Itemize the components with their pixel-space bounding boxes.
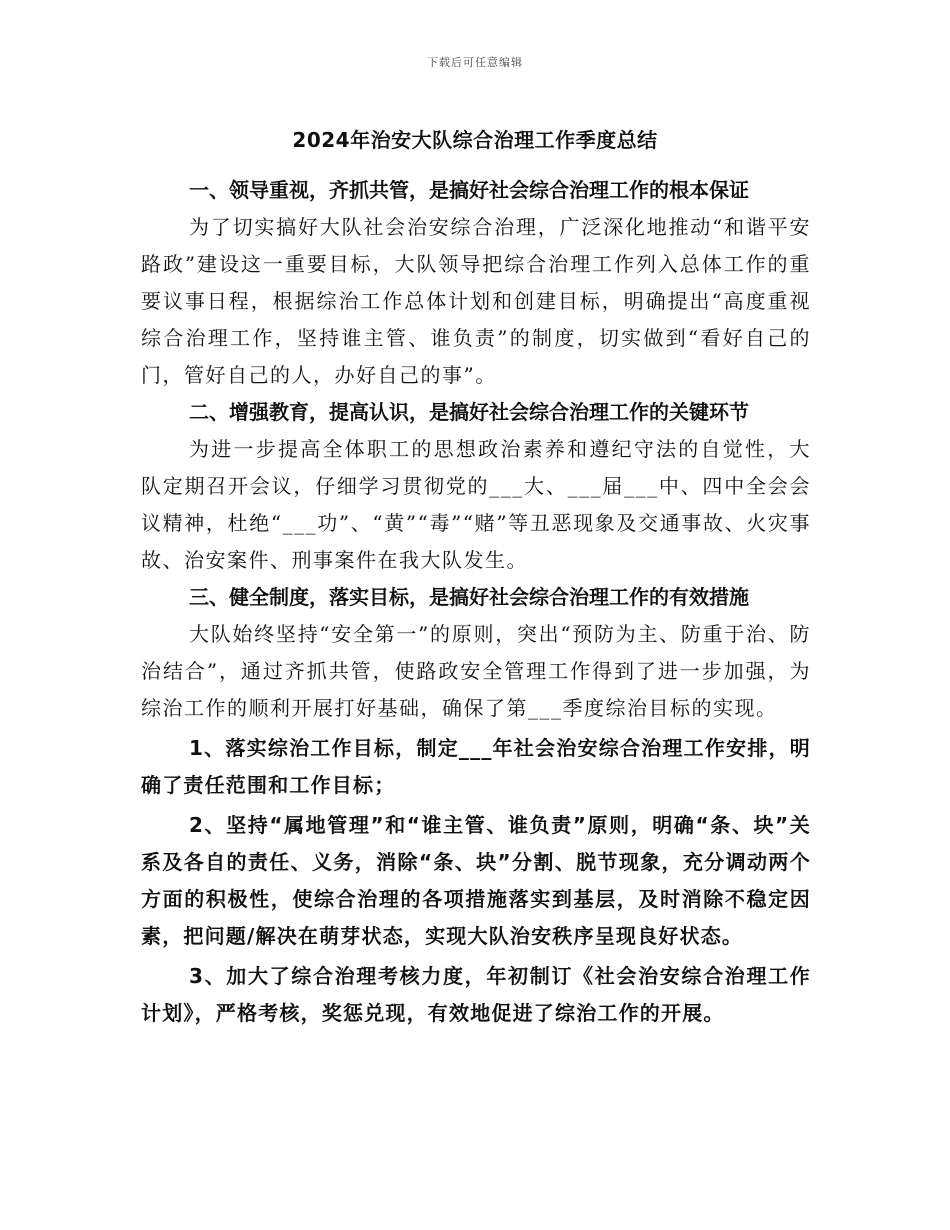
- document-body: [141, 172, 811, 1032]
- section-heading-3: 三、健全制度，落实目标，是搞好社会综合治理工作的有效措施: [189, 585, 749, 609]
- list-item-3: 3、加大了综合治理考核力度，年初制订《社会治安综合治理工作计划》，严格考核，奖惩兑现，有效地促进了综治工作的开展。: [141, 964, 811, 1025]
- section-heading-2: 二、增强教育，提高认识，是搞好社会综合治理工作的关键环节: [189, 400, 749, 424]
- list-item-1: 1、落实综治工作目标，制定___年社会治安综合治理工作安排，明确了责任范围和工作目标；: [141, 736, 811, 797]
- list-item-2: 2、坚持“属地管理”和“谁主管、谁负责”原则，明确“条、块”关系及各自的责任、义务，消除“条、块”分割、脱节现象，充分调动两个方面的积极性，使综合治理的各项措施落实到基层，及时消除不稳定因素，把问题/解决在萌芽状态，实现大队治安秩序呈现良好状态。: [141, 813, 811, 948]
- header-note: 下载后可任意编辑: [427, 56, 523, 69]
- document-title: 2024年治安大队综合治理工作季度总结: [292, 128, 658, 152]
- section-heading-1: 一、领导重视，齐抓共管，是搞好社会综合治理工作的根本保证: [189, 178, 749, 202]
- section-body-2: 为进一步提高全体职工的思想政治素养和遵纪守法的自觉性，大队定期召开会议，仔细学习贯彻党的___大、___届___中、四中全会会议精神，杜绝“___功”、“黄”“毒”“赌”等丑恶现象及交通事故、火灾事故、治安案件、刑事案件在我大队发生。: [141, 437, 811, 572]
- section-body-3: 大队始终坚持“安全第一”的原则，突出“预防为主、防重于治、防治结合”，通过齐抓共管，使路政安全管理工作得到了进一步加强，为综治工作的顺利开展打好基础，确保了第___季度综治目标的实现。: [141, 622, 811, 720]
- section-body-1: 为了切实搞好大队社会治安综合治理，广泛深化地推动“和谐平安路政”建设这一重要目标，大队领导把综合治理工作列入总体工作的重要议事日程，根据综治工作总体计划和创建目标，明确提出“高度重视综合治理工作，坚持谁主管、谁负责”的制度，切实做到“看好自己的门，管好自己的人，办好自己的事”。: [141, 215, 811, 387]
